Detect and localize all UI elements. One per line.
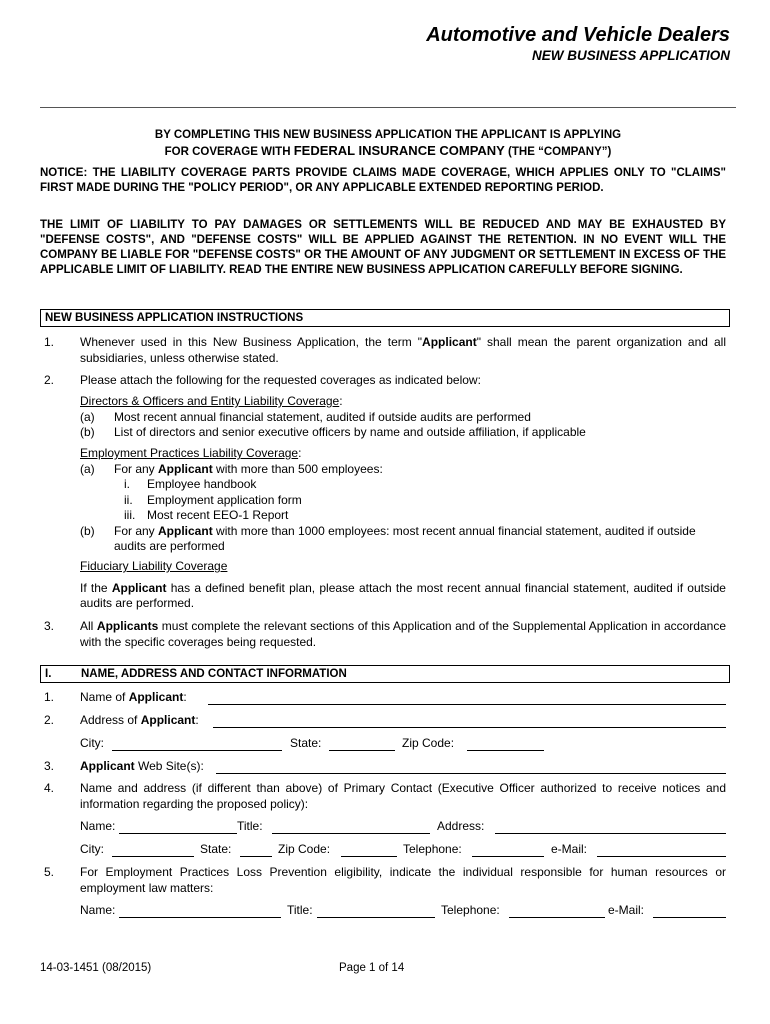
item-text <box>80 619 726 650</box>
contact-name-label: Name: <box>80 819 116 833</box>
item-number: 3. <box>44 619 55 633</box>
fiduciary-pre: If the <box>80 580 112 595</box>
item-number: 1. <box>44 335 55 349</box>
hr-title-label: Title: <box>287 903 313 917</box>
label-part: : <box>195 713 199 727</box>
web-site-field[interactable] <box>216 760 726 774</box>
field-4 <box>40 781 726 812</box>
city-label: City: <box>80 736 104 750</box>
fiduciary-text <box>80 581 726 612</box>
item-text-part: Whenever used in this New Business Application, the term " <box>80 335 423 349</box>
notice-limit-of-liability: THE LIMIT OF LIABILITY TO PAY DAMAGES OR SETTLEMENTS WILL BE REDUCED AND MAY BE EXHAUSTED BY "DEFENSE COSTS", AND "DEFENSE COSTS" WILL BE APPLIED AGAINST THE RETENTION. IN NO EVENT WILL THE COMPANY BE LIABLE FOR "DEFENSE COSTS" OR THE AMOUNT OF ANY JUDGMENT OR SETTLEMENT IN EXCESS OF THE APPLICABLE LIMIT OF LIABILITY. READ THE ENTIRE NEW BUSINESS APPLICATION CAREFULLY BEFORE SIGNING. <box>40 219 726 276</box>
fiduciary-heading: Fiduciary Liability Coverage <box>80 559 228 573</box>
epl-b-pre: For any <box>114 523 159 538</box>
contact-zip-label: Zip Code: <box>278 842 331 856</box>
fiduciary-post: has a defined benefit plan, please attach the most recent annual financial statement, audited if outside audits are performed. <box>80 580 726 610</box>
applicant-term: Applicant <box>128 690 184 704</box>
instruction-item-1 <box>40 335 726 366</box>
intro-statement <box>40 127 736 160</box>
do-coverage-block <box>80 394 726 441</box>
epl-a-post: with more than 500 employees: <box>212 461 383 476</box>
applicant-address-label <box>80 713 199 728</box>
epl-b-post: with more than 1000 employees: most recent annual financial statement, audited if outside audits are performed <box>114 523 696 553</box>
fiduciary-coverage-block <box>80 559 726 612</box>
label-part: Address of <box>80 713 141 727</box>
applicant-term: Applicant <box>158 523 213 538</box>
do-heading-colon: : <box>339 394 343 408</box>
instructions-section-header <box>40 309 730 327</box>
contact-title-field[interactable] <box>272 820 430 834</box>
epl-i-label: i. <box>124 477 130 491</box>
document-title: Automotive and Vehicle Dealers <box>426 24 730 46</box>
applicant-term: Applicant <box>422 335 477 349</box>
epl-heading <box>80 446 301 462</box>
hr-name-label: Name: <box>80 903 116 917</box>
contact-city-label: City: <box>80 842 104 856</box>
instruction-item-2 <box>40 373 726 389</box>
item-text-part: must complete the relevant sections of this Application and of the Supplemental Application in accordance with the specific coverages being requested. <box>80 619 727 649</box>
field-4-text: Name and address (if different than above) of Primary Contact (Executive Officer authorized to receive notices and information regarding the proposed policy): <box>80 781 726 811</box>
item-text: Please attach the following for the requested coverages as indicated below: <box>80 373 481 387</box>
epl-ii-label: ii. <box>124 492 133 507</box>
do-heading <box>80 394 343 410</box>
applicant-term: Applicant <box>80 759 135 773</box>
field-2-number: 2. <box>44 713 55 727</box>
epl-a-text <box>114 462 726 478</box>
epl-iii-text: Most recent EEO-1 Report <box>147 508 289 522</box>
contact-telephone-label: Telephone: <box>403 842 462 856</box>
applicant-name-label <box>80 690 187 705</box>
epl-b-label: (b) <box>80 523 95 538</box>
hr-name-field[interactable] <box>119 904 281 918</box>
zip-label: Zip Code: <box>402 736 455 750</box>
epl-heading-text: Employment Practices Liability Coverage <box>80 446 299 460</box>
applicant-address-field[interactable] <box>213 714 726 728</box>
state-label: State: <box>290 736 322 750</box>
label-part: Name of <box>80 690 129 704</box>
contact-email-label: e-Mail: <box>551 842 588 856</box>
section-1-header <box>40 665 730 683</box>
epl-a-pre: For any <box>114 461 159 476</box>
intro-line-1: BY COMPLETING THIS NEW BUSINESS APPLICATION THE APPLICANT IS APPLYING <box>154 129 622 141</box>
intro-line-2a: FOR COVERAGE WITH <box>164 146 294 158</box>
label-part: Web Site(s): <box>134 759 204 773</box>
field-5 <box>40 865 726 896</box>
form-number: 14-03-1451 (08/2015) <box>40 962 152 974</box>
contact-email-field[interactable] <box>597 843 726 857</box>
field-5-text: For Employment Practices Loss Prevention eligibility, indicate the individual responsible for human resources or employment law matters: <box>80 865 726 895</box>
do-heading-text: Directors & Officers and Entity Liability Coverage <box>80 394 340 408</box>
applicants-term: Applicants <box>96 619 159 633</box>
hr-telephone-label: Telephone: <box>441 903 500 917</box>
instructions-header-label: NEW BUSINESS APPLICATION INSTRUCTIONS <box>45 312 304 324</box>
applicant-name-field[interactable] <box>208 691 726 705</box>
contact-title-label: Title: <box>237 819 263 833</box>
do-a-text: Most recent annual financial statement, audited if outside audits are performed <box>114 409 531 424</box>
contact-telephone-field[interactable] <box>472 843 544 857</box>
intro-line-2c: (THE “COMPANY”) <box>504 146 612 158</box>
label-part: : <box>183 690 187 704</box>
do-b-label: (b) <box>80 425 95 439</box>
hr-title-field[interactable] <box>317 904 435 918</box>
epl-i-text: Employee handbook <box>147 477 257 491</box>
item-text-part: All <box>80 619 97 633</box>
hr-email-label: e-Mail: <box>608 903 645 917</box>
document-subtitle: NEW BUSINESS APPLICATION <box>531 48 730 63</box>
intro-line-2 <box>40 143 736 160</box>
section-1-number: I. <box>45 668 52 680</box>
field-3-number: 3. <box>44 759 55 773</box>
applicant-term: Applicant <box>111 580 167 595</box>
field-5-number: 5. <box>44 865 55 879</box>
epl-coverage-block <box>80 446 726 555</box>
contact-address-label: Address: <box>437 819 485 833</box>
epl-iii-label: iii. <box>124 508 136 522</box>
state-field[interactable] <box>329 737 395 751</box>
contact-city-field[interactable] <box>112 843 194 857</box>
field-4-number: 4. <box>44 781 55 795</box>
instruction-item-3 <box>40 619 726 650</box>
city-field[interactable] <box>112 737 282 751</box>
web-site-label <box>80 759 204 774</box>
contact-zip-field[interactable] <box>341 843 397 857</box>
epl-ii-text: Employment application form <box>147 492 302 507</box>
hr-telephone-field[interactable] <box>509 904 605 918</box>
do-b-text: List of directors and senior executive officers by name and outside affiliation, if applicable <box>114 425 586 439</box>
header-divider <box>40 107 736 108</box>
section-1-title: NAME, ADDRESS AND CONTACT INFORMATION <box>81 668 347 680</box>
contact-name-field[interactable] <box>119 820 237 834</box>
contact-state-label: State: <box>200 842 232 856</box>
zip-field[interactable] <box>467 737 544 751</box>
applicant-term: Applicant <box>158 461 213 476</box>
item-text-part: " shall mean the parent organization and all subsidiaries, unless otherwise stated. <box>80 335 726 365</box>
epl-heading-colon: : <box>298 446 302 460</box>
company-name: FEDERAL INSURANCE COMPANY <box>293 143 505 158</box>
epl-a-label: (a) <box>80 461 95 476</box>
applicant-term: Applicant <box>140 713 196 727</box>
notice-claims-made: NOTICE: THE LIABILITY COVERAGE PARTS PROVIDE CLAIMS MADE COVERAGE, WHICH APPLIES ONLY TO "CLAIMS" FIRST MADE DURING THE "POLICY PERIOD", OR ANY APPLICABLE EXTENDED REPORTING PERIOD. <box>40 167 726 194</box>
field-1-number: 1. <box>44 690 55 704</box>
contact-address-field[interactable] <box>495 820 726 834</box>
contact-state-field[interactable] <box>240 843 272 857</box>
item-number: 2. <box>44 373 55 387</box>
page-number: Page 1 of 14 <box>339 962 405 974</box>
item-text <box>80 335 726 366</box>
hr-email-field[interactable] <box>653 904 726 918</box>
do-a-label: (a) <box>80 409 95 424</box>
epl-b-text <box>114 524 726 555</box>
